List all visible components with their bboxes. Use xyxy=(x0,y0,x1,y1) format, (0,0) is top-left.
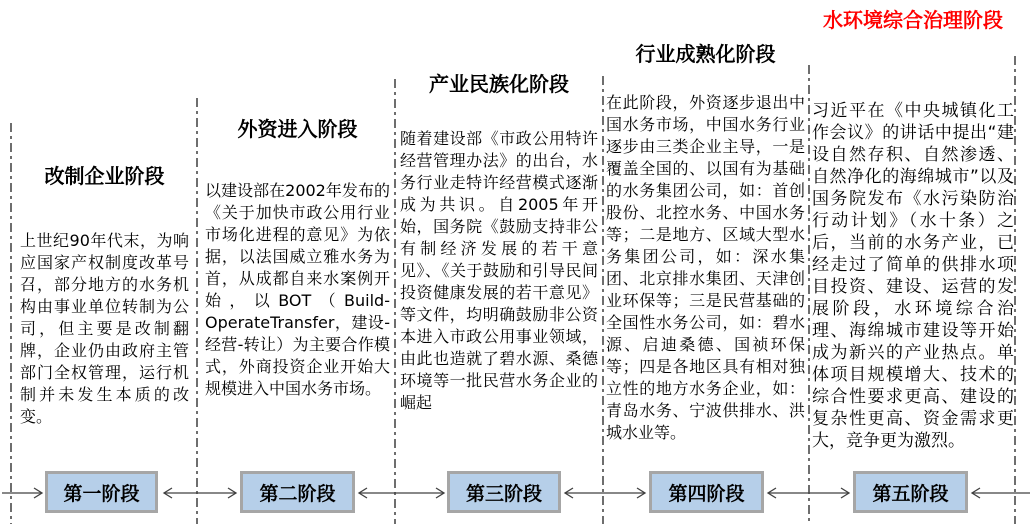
stage-column-2 xyxy=(205,116,390,400)
dashed-divider-2 xyxy=(196,98,198,524)
right-arrow-icon xyxy=(2,486,44,500)
stage-box-4-label: 第四阶段 xyxy=(668,482,745,505)
stage-column-5 xyxy=(812,7,1014,452)
dashed-divider-3 xyxy=(394,79,396,524)
stage-4-title: 行业成熟化阶段 xyxy=(635,42,776,66)
stage-box-1-label: 第一阶段 xyxy=(63,482,140,505)
dashed-divider-6 xyxy=(1014,56,1016,524)
stage-column-3 xyxy=(400,71,598,414)
double-arrow-icon-1 xyxy=(162,486,238,500)
double-arrow-icon-4 xyxy=(766,486,851,500)
stage-5-description: 习近平在《中央城镇化工作会议》的讲话中提出“建设自然存积、自然渗透、自然净化的海绵城市”以及国务院发布《水污染防治行动计划》（水十条）之后，当前的水务产业，已经走过了简单的供排水项目投资、建设、运营的发展阶段，水环境综合治理、海绵城市建设等开始成为新兴的产业热点。单体项目规模增大、技术的综合性要求更高、建设的复杂性更高、资金需求更大，竞争更为激烈。 xyxy=(812,101,1014,451)
double-arrow-icon-2 xyxy=(357,486,446,500)
stage-3-description: 随着建设部《市政公用特许经营管理办法》的出台，水务行业走特许经营模式逐渐成为共识。自2005年开始，国务院《鼓励支持非公有制经济发展的若干意见》、《关于鼓励和引导民间投资健康发展的若干意见》等文件，均明确鼓励非公资本进入市政公用事业领域，由此也造就了碧水源、桑德环境等一批民营水务企业的崛起 xyxy=(400,129,598,412)
stage-box-5 xyxy=(853,471,968,513)
dashed-divider-1 xyxy=(10,123,12,524)
stage-box-5-label: 第五阶段 xyxy=(872,482,949,505)
stage-box-2-label: 第二阶段 xyxy=(259,482,336,505)
stage-column-1 xyxy=(20,163,189,428)
stage-5-title: 水环境综合治理阶段 xyxy=(823,8,1003,32)
left-arrow-icon xyxy=(970,486,1030,500)
dashed-divider-5 xyxy=(808,65,810,524)
stage-1-title: 改制企业阶段 xyxy=(44,164,165,188)
stage-box-4 xyxy=(649,471,764,513)
stage-box-3 xyxy=(447,471,561,513)
stage-box-2 xyxy=(240,471,355,513)
stage-1-description: 上世纪90年代末，为响应国家产权制度改革号召，部分地方的水务机构由事业单位转制为公司，但主要是改制翻牌，企业仍由政府主管部门全权管理，运行机制并未发生本质的改变。 xyxy=(20,231,189,426)
stage-box-1 xyxy=(45,471,158,513)
stage-4-description: 在此阶段，外资逐步退出中国水务市场，中国水务行业逐步由三类企业主导，一是覆盖全国的、以国有为基础的水务集团公司，如：首创股份、北控水务、中国水务等；二是地方、区域大型水务集团公司，如：深水集团、北京排水集团、天津创业环保等；三是民营基础的全国性水务公司，如：碧水源、启迪桑德、国祯环保等；四是各地区具有相对独立性的地方水务企业，如：青岛水务、宁波供排水、洪城水业等。 xyxy=(606,93,805,442)
dashed-divider-4 xyxy=(602,76,604,524)
double-arrow-icon-3 xyxy=(563,486,647,500)
stage-2-description: 以建设部在2002年发布的《关于加快市政公用行业市场化进程的意见》为依据，以法国威立雅水务为首，从成都自来水案例开始，以BOT（Build-OperateTransfer，建设-经营-转让）为主要合作模式，外商投资企业开始大规模进入中国水务市场。 xyxy=(205,181,390,398)
stage-box-3-label: 第三阶段 xyxy=(465,482,542,505)
stage-2-title: 外资进入阶段 xyxy=(237,117,358,141)
stage-3-title: 产业民族化阶段 xyxy=(429,72,569,96)
stage-column-4 xyxy=(606,41,805,444)
